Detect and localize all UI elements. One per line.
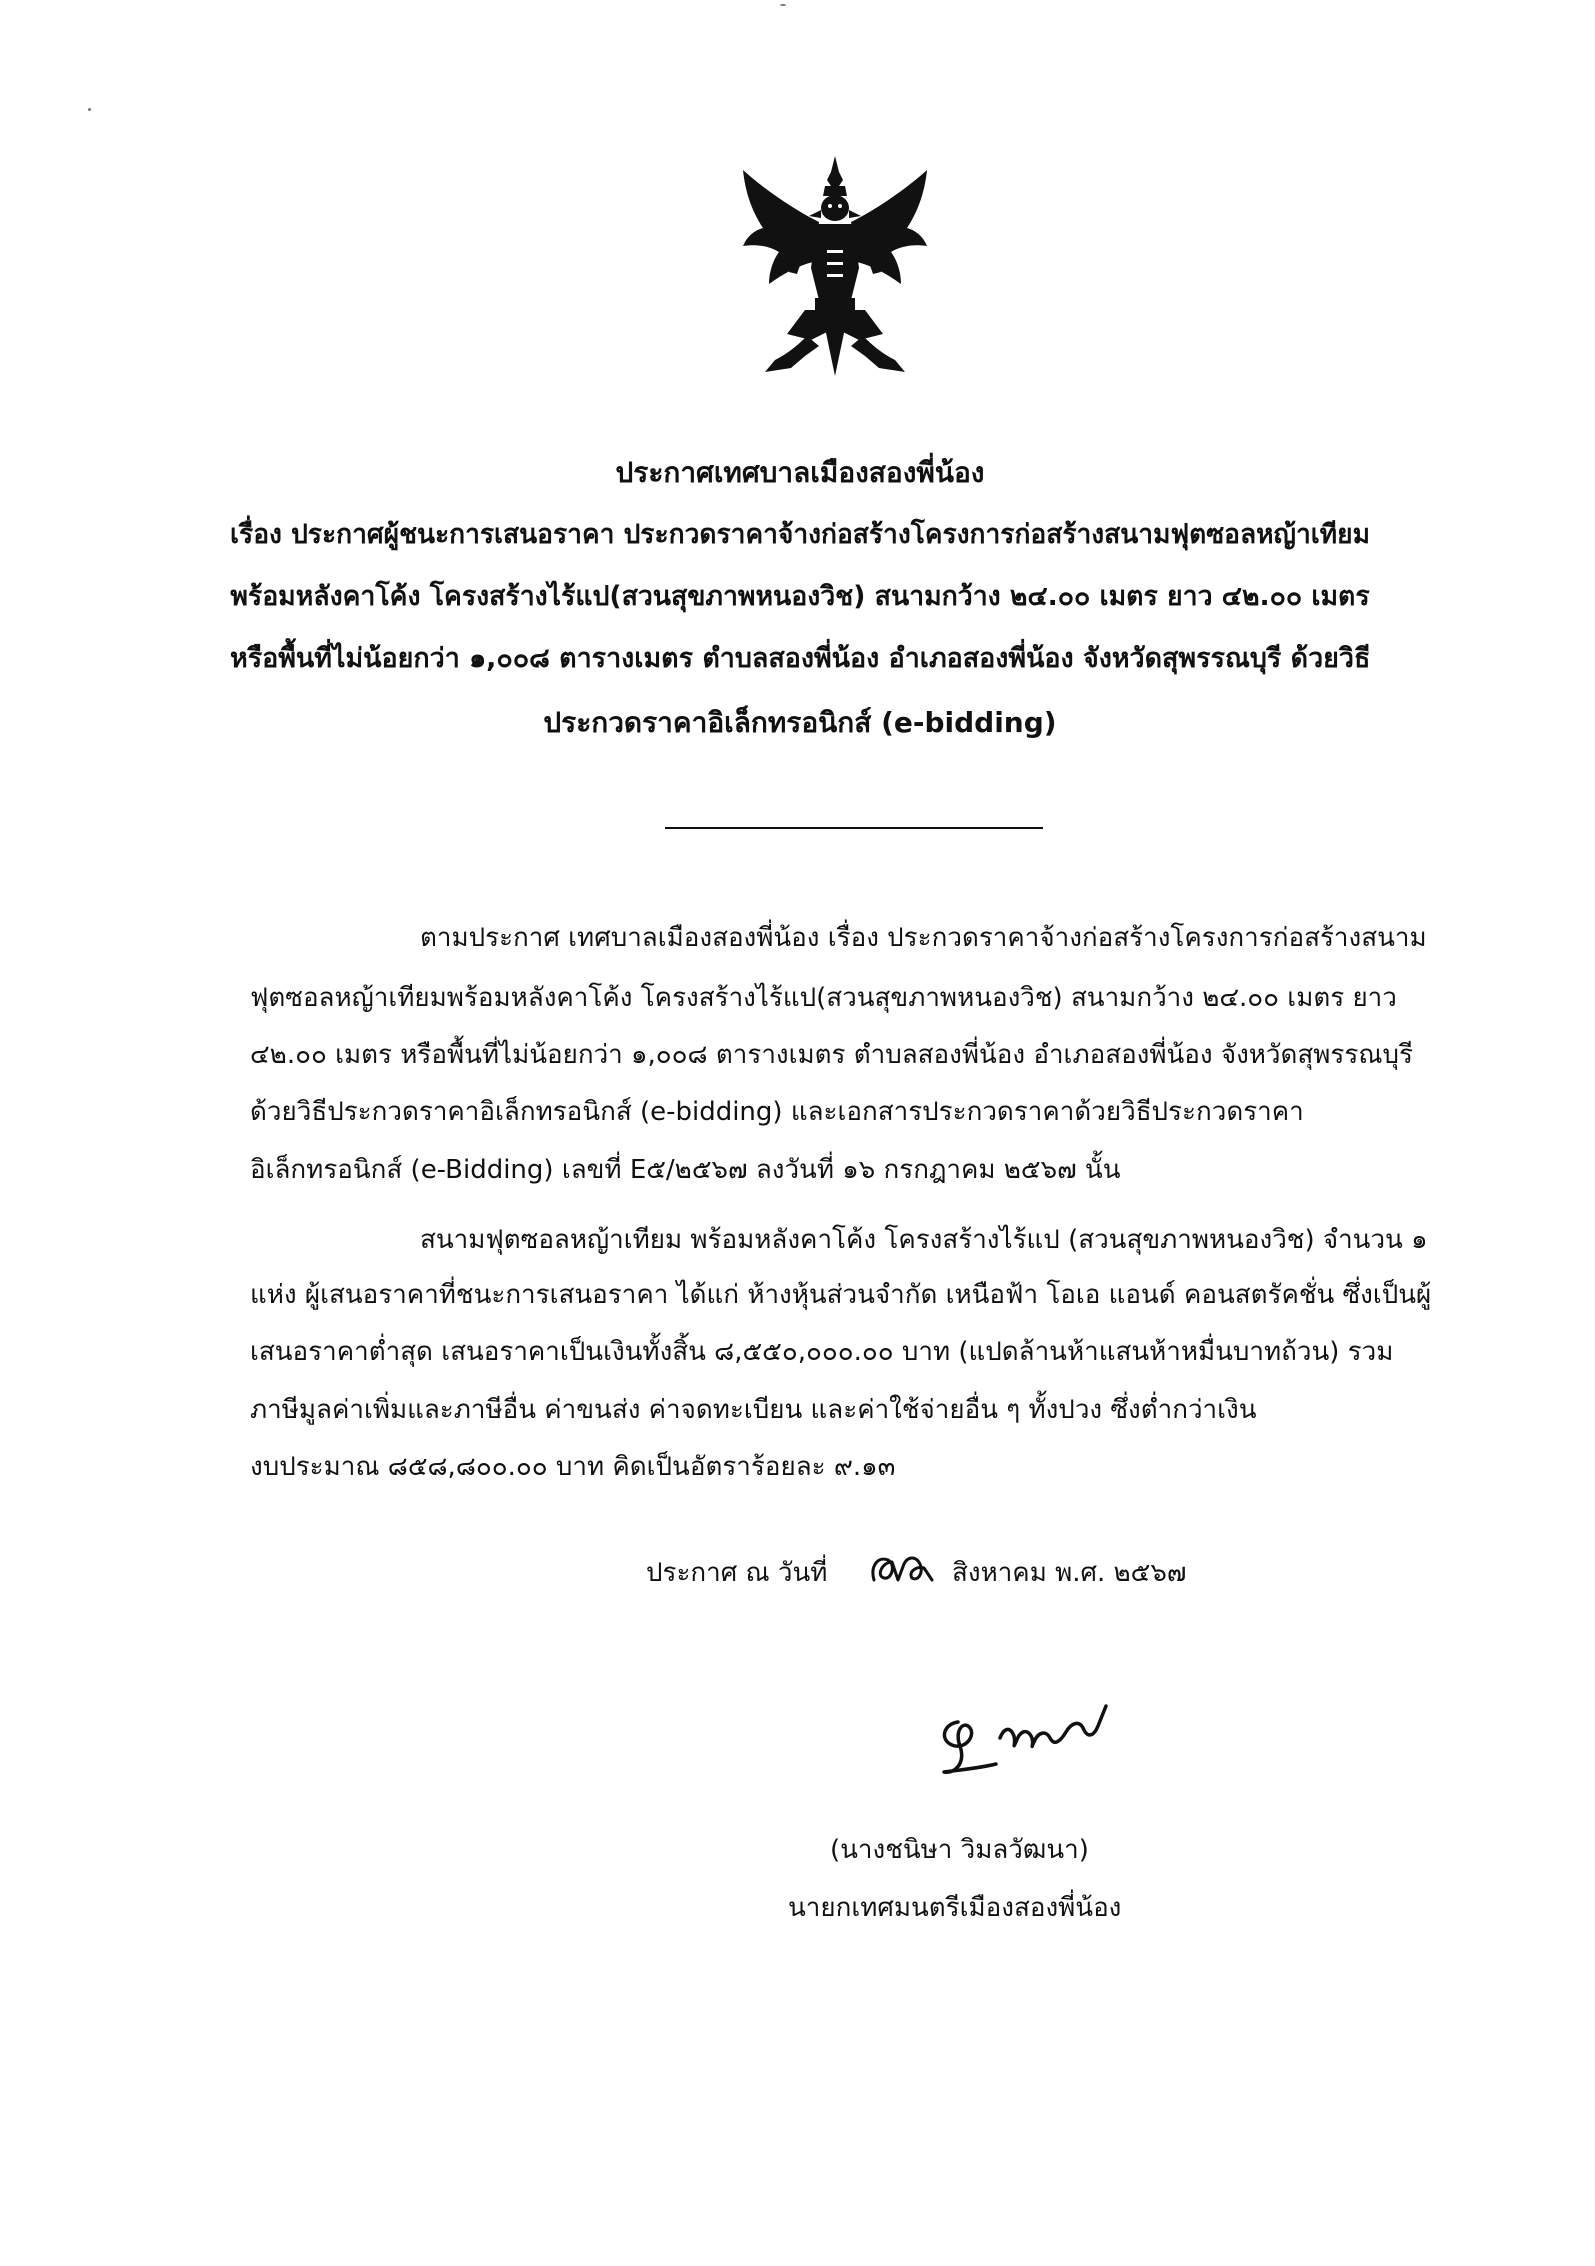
garuda-emblem-icon	[735, 150, 935, 380]
subject-line: เรื่อง ประกาศผู้ชนะการเสนอราคา ประกวดราคาจ้างก่อสร้างโครงการก่อสร้างสนามฟุตซอลหญ้าเทียม	[230, 520, 1370, 550]
date-prefix: ประกาศ ณ วันที่	[646, 1558, 828, 1588]
paragraph-2-line: แห่ง ผู้เสนอราคาที่ชนะการเสนอราคา ได้แก่ ห้างหุ้นส่วนจำกัด เหนือฟ้า โอเอ แอนด์ คอนสตรัคชั่น ซึ่งเป็นผู้	[250, 1280, 1432, 1310]
paragraph-2-line: งบประมาณ ๘๕๘,๘๐๐.๐๐ บาท คิดเป็นอัตราร้อยละ ๙.๑๓	[250, 1452, 896, 1482]
paragraph-1-line: ฟุตซอลหญ้าเทียมพร้อมหลังคาโค้ง โครงสร้างไร้แป(สวนสุขภาพหนองวิช) สนามกว้าง ๒๔.๐๐ เมตร ยาว	[250, 983, 1397, 1013]
subject-line: หรือพื้นที่ไม่น้อยกว่า ๑,๐๐๘ ตารางเมตร ตำบลสองพี่น้อง อำเภอสองพี่น้อง จังหวัดสุพรรณบุรี ด้วยวิธี	[230, 643, 1371, 674]
paragraph-2-line: ภาษีมูลค่าเพิ่มและภาษีอื่น ค่าขนส่ง ค่าจดทะเบียน และค่าใช้จ่ายอื่น ๆ ทั้งปวง ซึ่งต่ำกว่าเงิน	[250, 1395, 1257, 1425]
paragraph-2-line: เสนอราคาต่ำสุด เสนอราคาเป็นเงินทั้งสิ้น ๘,๕๕๐,๐๐๐.๐๐ บาท (แปดล้านห้าแสนห้าหมื่นบาทถ้วน) รวม	[250, 1337, 1394, 1367]
handwritten-day	[868, 1540, 938, 1590]
paragraph-1-line: ตามประกาศ เทศบาลเมืองสองพี่น้อง เรื่อง ประกวดราคาจ้างก่อสร้างโครงการก่อสร้างสนาม	[420, 923, 1427, 953]
scan-speck	[780, 4, 786, 6]
paragraph-2-line: สนามฟุตซอลหญ้าเทียม พร้อมหลังคาโค้ง โครงสร้างไร้แป (สวนสุขภาพหนองวิช) จำนวน ๑	[420, 1225, 1428, 1255]
subject-line: พร้อมหลังคาโค้ง โครงสร้างไร้แป(สวนสุขภาพหนองวิช) สนามกว้าง ๒๔.๐๐ เมตร ยาว ๔๒.๐๐ เมตร	[230, 581, 1370, 612]
signatory-position: นายกเทศมนตรีเมืองสองพี่น้อง	[788, 1893, 1122, 1923]
date-month-year: สิงหาคม พ.ศ. ๒๕๖๗	[952, 1558, 1187, 1588]
paragraph-1-line: อิเล็กทรอนิกส์ (e-Bidding) เลขที่ E๕/๒๕๖๗ ลงวันที่ ๑๖ กรกฎาคม ๒๕๖๗ นั้น	[250, 1155, 1121, 1185]
subject-line: ประกวดราคาอิเล็กทรอนิกส์ (e-bidding)	[543, 706, 1057, 739]
paragraph-1-line: ๔๒.๐๐ เมตร หรือพื้นที่ไม่น้อยกว่า ๑,๐๐๘ ตารางเมตร ตำบลสองพี่น้อง อำเภอสองพี่น้อง จังหวัดสุพรรณบุรี	[250, 1040, 1413, 1070]
divider-line	[665, 827, 1043, 829]
scan-speck	[88, 108, 91, 111]
handwritten-signature	[930, 1680, 1140, 1780]
signatory-name: (นางชนิษา วิมลวัฒนา)	[830, 1835, 1089, 1865]
paragraph-1-line: ด้วยวิธีประกวดราคาอิเล็กทรอนิกส์ (e-bidding) และเอกสารประกวดราคาด้วยวิธีประกวดราคา	[250, 1097, 1304, 1127]
announcement-title: ประกาศเทศบาลเมืองสองพี่น้อง	[615, 456, 985, 489]
